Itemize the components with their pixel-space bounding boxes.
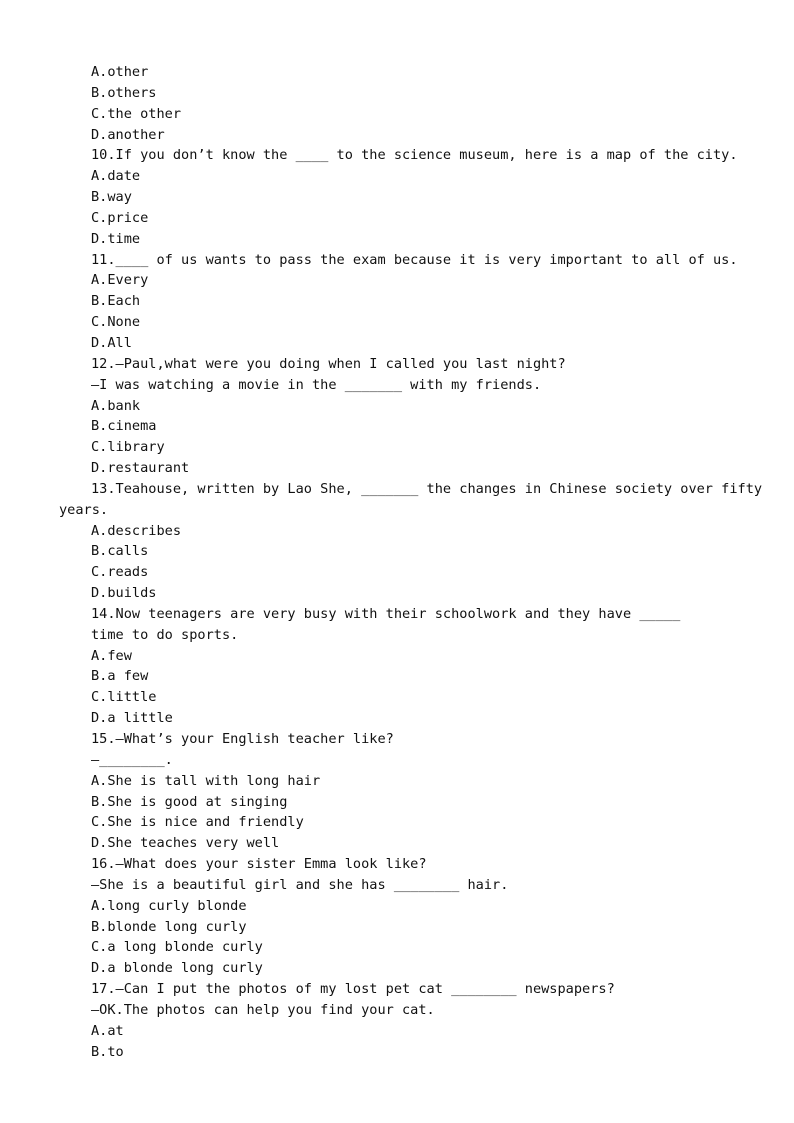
option-b-q11: B.Each — [91, 293, 141, 310]
question-17: 17.—Can I put the photos of my lost pet cat ________ newspapers? — [91, 981, 615, 998]
option-a-q17: A.at — [91, 1022, 124, 1039]
question-15-reply: —________. — [91, 751, 173, 768]
option-c-q11: C.None — [91, 314, 141, 331]
option-b-q9: B.others — [91, 84, 157, 101]
option-c-q13: C.reads — [91, 564, 149, 581]
option-d-q13: D.builds — [91, 585, 157, 602]
option-d-q10: D.time — [91, 230, 141, 247]
question-12: 12.—Paul,what were you doing when I called you last night? — [91, 355, 566, 372]
question-17-reply: —OK.The photos can help you find your cat. — [91, 1001, 435, 1018]
question-13-continued: years. — [59, 501, 109, 518]
question-14: 14.Now teenagers are very busy with their schoolwork and they have _____ — [91, 605, 681, 622]
option-c-q15: C.She is nice and friendly — [91, 814, 304, 831]
option-d-q9: D.another — [91, 126, 165, 143]
option-d-q15: D.She teaches very well — [91, 835, 280, 852]
question-13: 13.Teahouse, written by Lao She, _______ the changes in Chinese society over fifty — [91, 480, 763, 497]
question-10: 10.If you don’t know the ____ to the science museum, here is a map of the city. — [91, 147, 738, 164]
question-list — [59, 62, 763, 1063]
option-a-q13: A.describes — [91, 522, 182, 539]
option-b-q12: B.cinema — [91, 418, 157, 435]
option-d-q14: D.a little — [91, 710, 173, 727]
option-c-q16: C.a long blonde curly — [91, 939, 263, 956]
question-11: 11.____ of us wants to pass the exam because it is very important to all of us. — [91, 251, 738, 268]
option-a-q14: A.few — [91, 647, 132, 664]
question-14-continued: time to do sports. — [91, 626, 239, 643]
question-15: 15.—What’s your English teacher like? — [91, 731, 394, 747]
option-d-q11: D.All — [91, 334, 132, 351]
option-a-q16: A.long curly blonde — [91, 897, 247, 914]
option-a-q11: A.Every — [91, 272, 149, 289]
option-c-q9: C.the other — [91, 105, 182, 122]
question-16-reply: —She is a beautiful girl and she has ________ hair. — [91, 876, 509, 893]
option-a-q9: A.other — [91, 64, 149, 80]
option-c-q12: C.library — [91, 439, 165, 456]
option-b-q16: B.blonde long curly — [91, 918, 247, 935]
option-c-q10: C.price — [91, 209, 149, 226]
option-c-q14: C.little — [91, 689, 157, 706]
question-12-reply: —I was watching a movie in the _______ with my friends. — [91, 376, 542, 393]
option-a-q10: A.date — [91, 168, 141, 185]
option-b-q14: B.a few — [91, 668, 149, 685]
option-b-q13: B.calls — [91, 543, 149, 560]
option-d-q16: D.a blonde long curly — [91, 960, 263, 977]
option-b-q10: B.way — [91, 189, 132, 206]
option-b-q17: B.to — [91, 1043, 124, 1060]
option-a-q12: A.bank — [91, 397, 141, 414]
option-d-q12: D.restaurant — [91, 460, 190, 477]
option-a-q15: A.She is tall with long hair — [91, 772, 321, 789]
option-b-q15: B.She is good at singing — [91, 793, 288, 810]
question-16: 16.—What does your sister Emma look like? — [91, 856, 427, 873]
